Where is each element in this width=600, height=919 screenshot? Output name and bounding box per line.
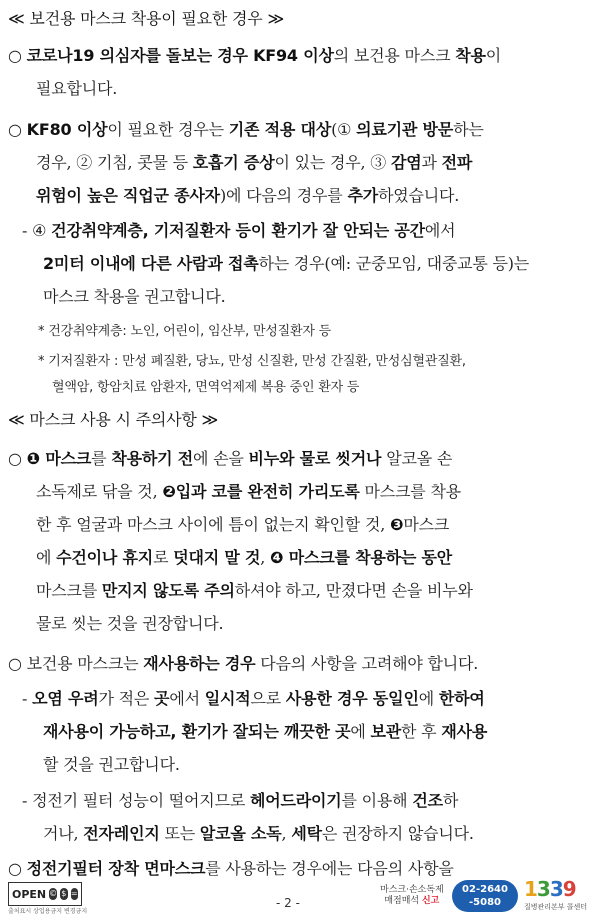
para-kf80-line3: 위험이 높은 직업군 종사자)에 다음의 경우를 추가하였습니다. <box>36 186 460 205</box>
para-kf80-line2: 경우, ② 기침, 콧물 등 호흡기 증상이 있는 경우, ③ 감염과 전파 <box>36 153 473 172</box>
dash-reuse-line2: 재사용이 가능하고, 환기가 잘되는 깨끗한 곳에 보관한 후 재사용 <box>43 722 488 741</box>
dash-vulnerable-line2: 2미터 이내에 다른 사람과 접촉하는 경우(예: 군중모임, 대중교통 등)는 <box>43 254 530 273</box>
hotline-caption: 질병관리본부 콜센터 <box>524 903 588 911</box>
hotline-1339-logo: 1339 <box>524 877 576 901</box>
note-underlying-conditions-line2: 혈액암, 항암치료 암환자, 면역억제제 복용 중인 환자 등 <box>52 380 360 395</box>
dash-reuse-line1: - 오염 우려가 적은 곳에서 일시적으로 사용한 경우 동일인에 한하여 <box>22 689 485 708</box>
note-underlying-conditions-line1: * 기저질환자 : 만성 폐질환, 당뇨, 만성 신질환, 만성 간질환, 만성심혈관질환, <box>38 354 466 369</box>
dash-filter-line1: - 정전기 필터 성능이 떨어지므로 헤어드라이기를 이용해 건조하 <box>22 791 459 810</box>
nc-icon: $ <box>61 889 67 898</box>
note-vulnerable-groups: * 건강취약계층: 노인, 어린이, 임산부, 만성질환자 등 <box>38 324 332 339</box>
section-heading-mask-required: ≪ 보건용 마스크 착용이 필요한 경우 ≫ <box>8 9 285 28</box>
license-caption: 출처표시 상업용금지 변경금지 <box>8 908 88 915</box>
para-reuse-intro: ○ 보건용 마스크는 재사용하는 경우 다음의 사항을 고려해야 합니다. <box>8 654 479 673</box>
open-license-badge: OPEN © $ = <box>8 882 82 906</box>
para-kf80-line1: ○ KF80 이상이 필요한 경우는 기존 적용 대상(① 의료기관 방문하는 <box>8 120 484 139</box>
para-precautions-line3: 한 후 얼굴과 마스크 사이에 틈이 없는지 확인할 것, ❸마스크 <box>36 515 450 534</box>
dash-vulnerable-line1: - ④ 건강취약계층, 기저질환자 등이 환기가 잘 안되는 공간에서 <box>22 221 456 240</box>
para-precautions-line4: 에 수건이나 휴지로 덧대지 말 것, ❹ 마스크를 착용하는 동안 <box>36 548 453 567</box>
para-precautions-line2: 소독제로 닦을 것, ❷입과 코를 완전히 가리도록 마스크를 착용 <box>36 482 461 501</box>
dash-filter-line2: 거나, 전자레인지 또는 알코올 소독, 세탁은 권장하지 않습니다. <box>43 824 474 843</box>
dash-reuse-line3: 할 것을 권고합니다. <box>43 755 180 774</box>
para-precautions-line6: 물로 씻는 것을 권장합니다. <box>36 614 224 633</box>
section-heading-precautions: ≪ 마스크 사용 시 주의사항 ≫ <box>8 410 219 429</box>
nd-icon: = <box>70 889 78 898</box>
para-kf94-line2: 필요합니다. <box>36 79 118 98</box>
hoarding-report-label: 마스크·손소독제 매점매석 신고 <box>380 885 444 906</box>
report-phone-badge: 02-2640 -5080 <box>452 880 518 912</box>
para-kf94-line1: ○ 코로나19 의심자를 돌보는 경우 KF94 이상의 보건용 마스크 착용이 <box>8 46 501 65</box>
para-precautions-line5: 마스크를 만지지 않도록 주의하셔야 하고, 만졌다면 손을 비누와 <box>36 581 473 600</box>
dash-vulnerable-line3: 마스크 착용을 권고합니다. <box>43 287 226 306</box>
cc-icon: © <box>49 889 58 898</box>
page-number: - 2 - <box>276 896 300 910</box>
para-precautions-line1: ○ ❶ 마스크를 착용하기 전에 손을 비누와 물로 씻거나 알코올 손 <box>8 449 453 468</box>
para-cloth-mask-line1: ○ 정전기필터 장착 면마스크를 사용하는 경우에는 다음의 사항을 <box>8 859 454 878</box>
